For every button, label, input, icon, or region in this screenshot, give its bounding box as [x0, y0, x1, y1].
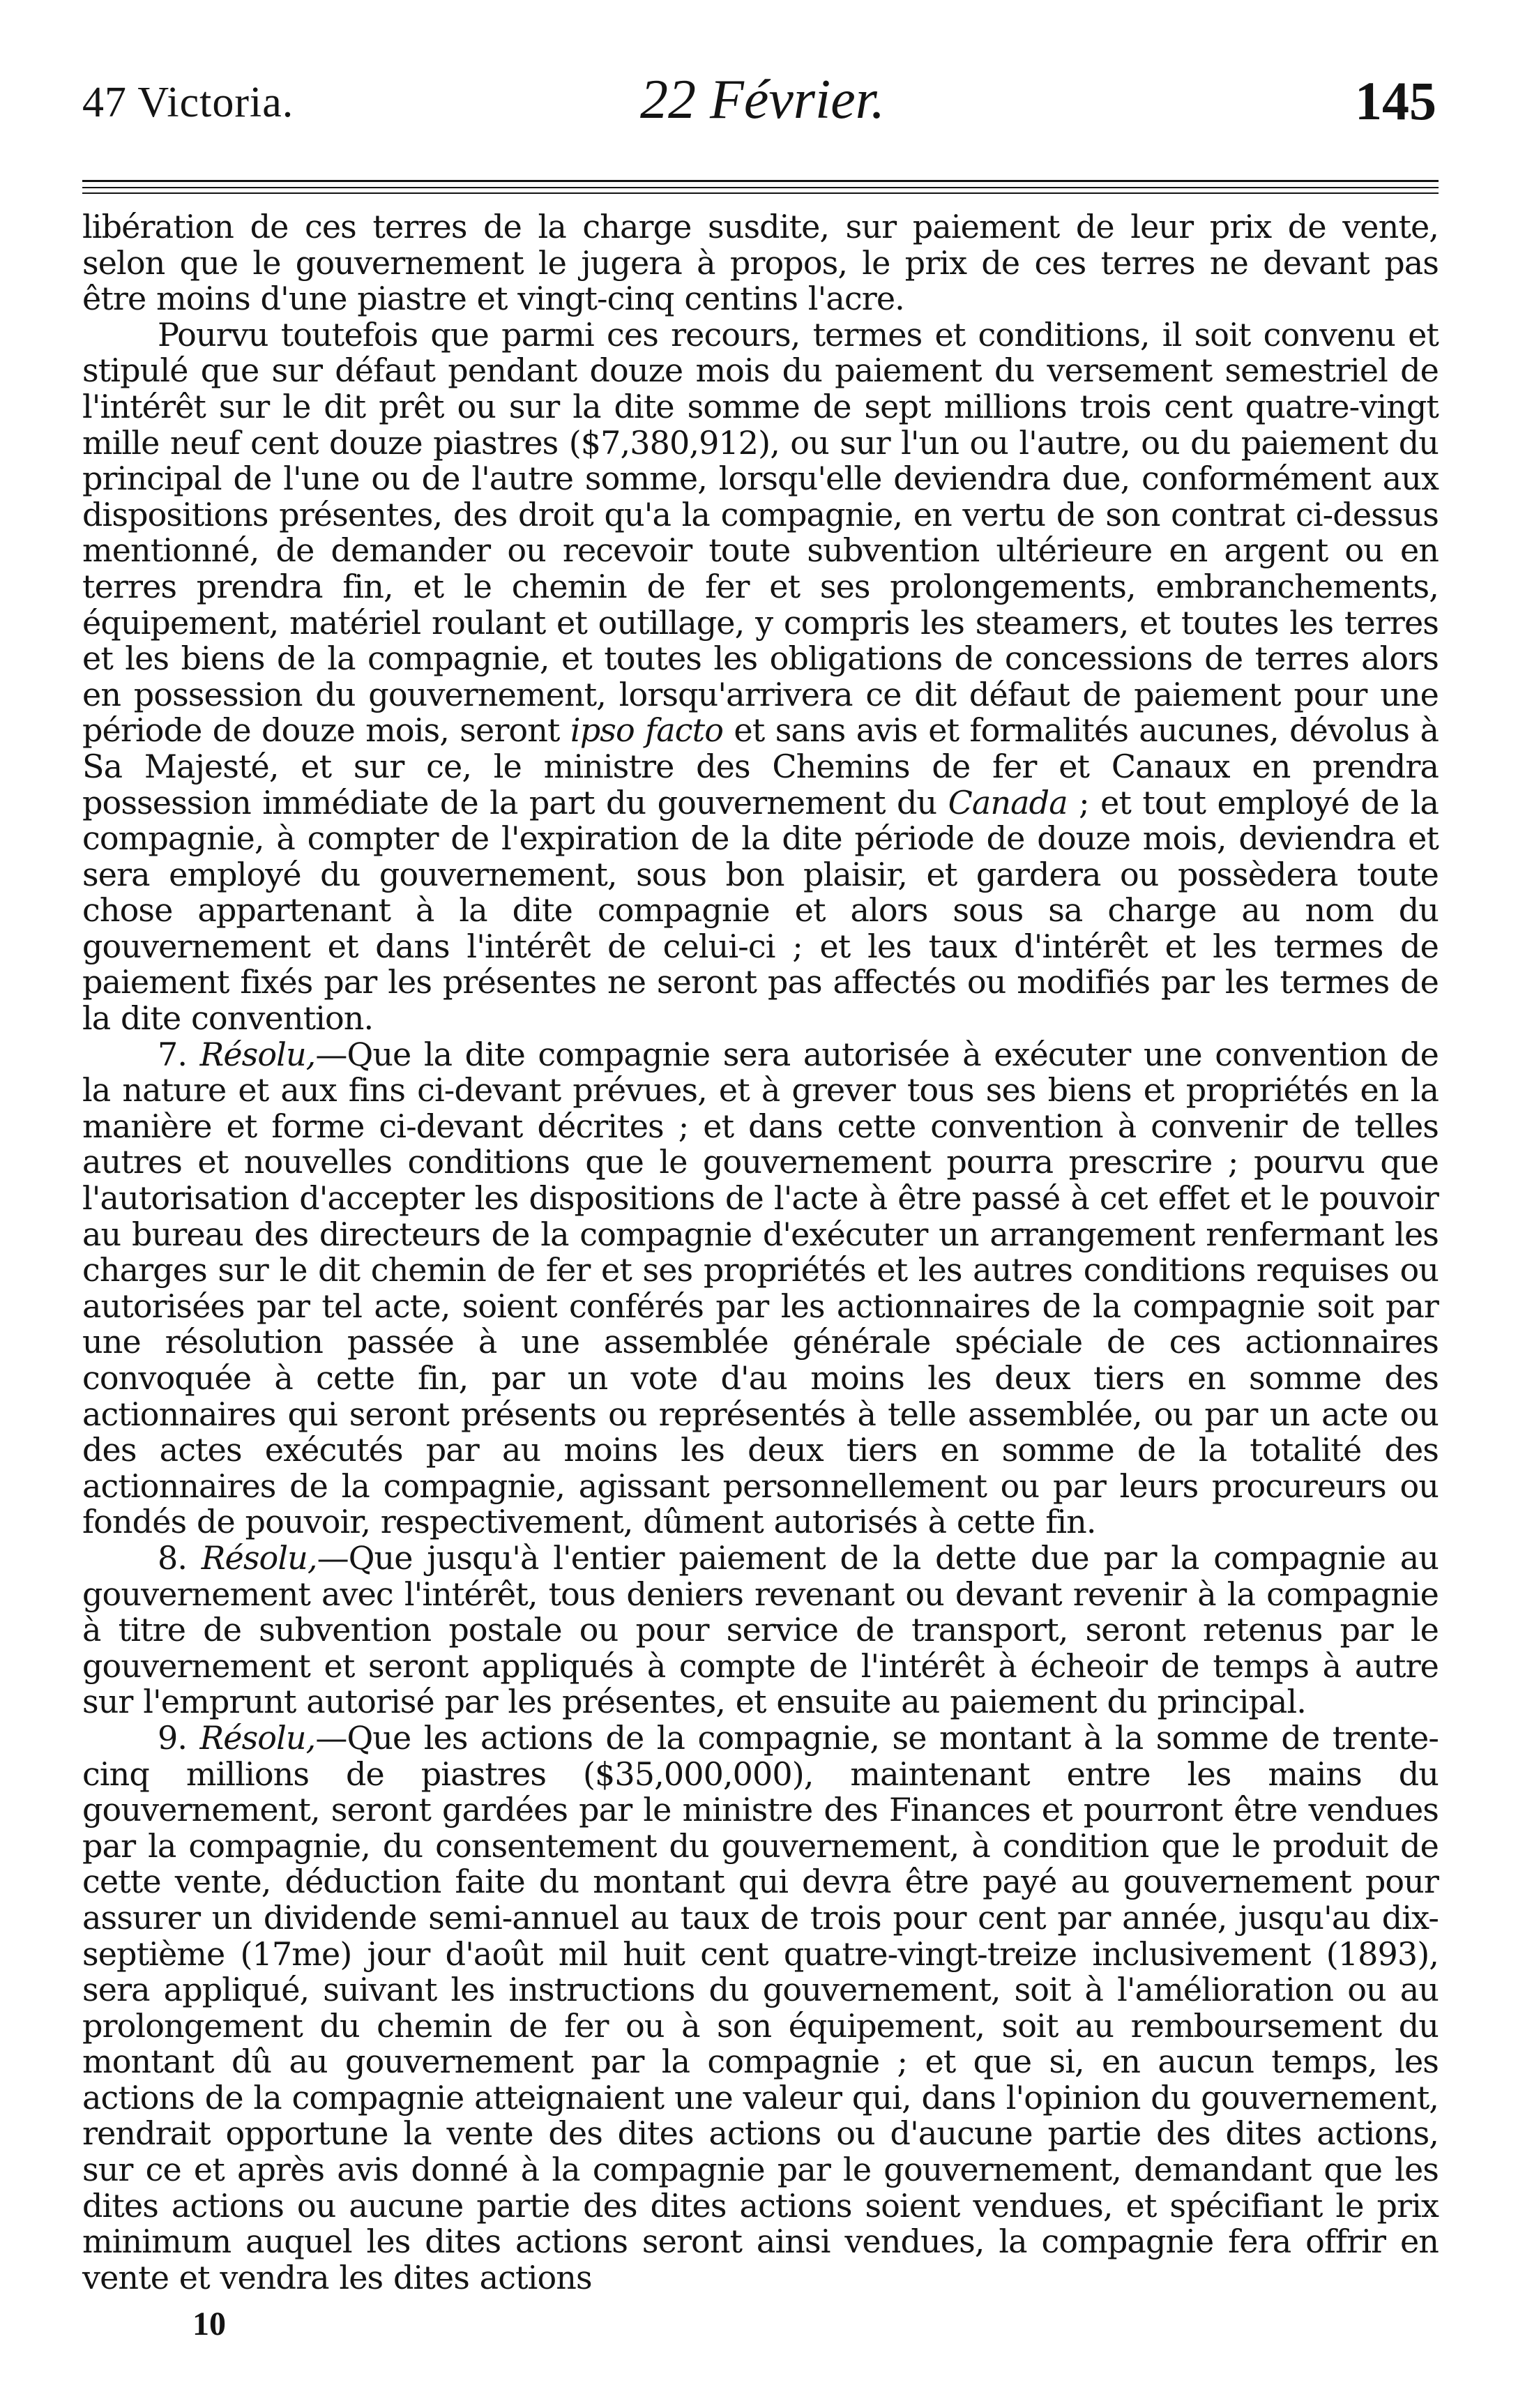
paragraph-text: —Que jusqu'à l'entier paiement de la dette due par la compagnie au gouvernement avec l'intérêt, tous deniers revenant ou devant revenir à la compagnie à titre de subvention postale ou pour service de transport, seront retenus par le gouvernement et seront appliqués à compte de l'intérêt à écheoir de temps à autre sur l'emprunt autorisé par les présentes, et ensuite au paiement du principal.: [82, 1538, 1439, 1721]
page-header: [0, 0, 1525, 174]
italic-term: Canada: [948, 783, 1068, 821]
header-rule: [82, 192, 1439, 194]
resolution-keyword: Résolu,: [199, 1718, 316, 1757]
resolution-number: 8.: [158, 1538, 188, 1577]
body-text: [82, 209, 1439, 2296]
paragraph-proviso: [82, 317, 1439, 1037]
paragraph-text: libération de ces terres de la charge susdite, sur paiement de leur prix de vente, selon que le gouvernement le jugera à propos, le prix de ces terres ne devant pas être moins d'une piastre et vingt-cinq centins l'acre.: [82, 208, 1439, 318]
running-head-date: 22 Février.: [639, 69, 885, 130]
paragraph-text: Pourvu toutefois que parmi ces recours, termes et conditions, il soit convenu et stipulé que sur défaut pendant douze mois du paiement du versement semestriel de l'intérêt sur le dit prêt ou sur la dite somme de sept millions trois cent quatre-vingt mille neuf cent douze piastres ($7,380,912), ou sur l'un ou l'autre, ou du paiement du principal de l'une ou de l'autre somme, lorsqu'elle deviendra due, conformément aux dispositions présentes, des droit qu'a la compagnie, en vertu de son contrat ci-dessus mentionné, de demander ou recevoir toute subvention ultérieure en argent ou en terres prendra fin, et le chemin de fer et ses prolongements, embranchements, équipement, matériel roulant et outillage, y compris les steamers, et toutes les terres et les biens de la compagnie, et toutes les obligations de concessions de terres alors en possession du gouvernement, lorsqu'arrivera ce dit défaut de paiement pour une période de douze mois, seront: [82, 315, 1439, 750]
paragraph-text: —Que les actions de la compagnie, se montant à la somme de trente-cinq millions de piastres ($35,000,000), maintenant entre les mains du gouvernement, seront gardées par le ministre des Finances et pourront être vendues par la compagnie, du consentement du gouvernement, à condition que le produit de cette vente, déduction faite du montant qui devra être payé au gouvernement pour assurer un dividende semi-annuel au taux de trois pour cent par année, jusqu'au dix-septième (17me) jour d'août mil huit cent quatre-vingt-treize inclusivement (1893), sera appliqué, suivant les instructions du gouvernement, soit à l'amélioration ou au prolongement du chemin de fer ou à son équipement, soit au remboursement du montant dû au gouvernement par la compagnie ; et que si, en aucun temps, les actions de la compagnie atteignaient une valeur qui, dans l'opinion du gouvernement, rendrait opportune la vente des dites actions ou d'aucune partie des dites actions, sur ce et après avis donné à la compagnie par le gouvernement, demandant que les dites actions ou aucune partie des dites actions soient vendues, et spécifiant le prix minimum auquel les dites actions seront ainsi vendues, la compagnie fera offrir en vente et vendra les dites actions: [82, 1718, 1439, 2296]
signature-mark: 10: [192, 2305, 226, 2342]
paragraph-text: ; et tout employé de la compagnie, à compter de l'expiration de la dite période de douze mois, deviendra et sera employé du gouvernement, sous bon plaisir, et gardera ou possèdera toute chose appartenant à la dite compagnie et alors sous sa charge au nom du gouvernement et dans l'intérêt de celui-ci ; et les taux d'intérêt et les termes de paiement fixés par les présentes ne seront pas affectés ou modifiés par les termes de la dite convention.: [82, 783, 1439, 1038]
resolution-number: 9.: [158, 1718, 188, 1757]
resolution-8: [82, 1540, 1439, 1720]
page-number: 145: [1355, 70, 1436, 131]
paragraph-continuation: [82, 209, 1439, 317]
header-rule: [82, 187, 1439, 188]
resolution-keyword: Résolu,: [201, 1538, 317, 1577]
resolution-number: 7.: [158, 1035, 188, 1073]
header-rule: [82, 180, 1439, 182]
running-head-left: 47 Victoria.: [82, 79, 294, 126]
italic-term: ipso facto: [570, 711, 724, 750]
resolution-7: [82, 1037, 1439, 1540]
paragraph-text: et sans avis et formalités aucunes, dévolus à Sa Majesté, et sur ce, le ministre des Chemins de fer et Canaux en prendra possession immédiate de la part du gouvernement du: [82, 711, 1439, 821]
resolution-9: [82, 1720, 1439, 2296]
resolution-keyword: Résolu,: [199, 1035, 316, 1073]
paragraph-text: —Que la dite compagnie sera autorisée à exécuter une convention de la nature et aux fins ci-devant prévues, et à grever tous ses biens et propriétés en la manière et forme ci-devant décrites ; et dans cette convention à convenir de telles autres et nouvelles conditions que le gouvernement pourra prescrire ; pourvu que l'autorisation d'accepter les dispositions de l'acte à être passé à cet effet et le pouvoir au bureau des directeurs de la compagnie d'exécuter un arrangement renfermant les charges sur le dit chemin de fer et ses propriétés et les autres conditions requises ou autorisées par tel acte, soient conférés par les actionnaires de la compagnie soit par une résolution passée à une assemblée générale spéciale de ces actionnaires convoquée à cette fin, par un vote d'au moins les deux tiers en somme des actionnaires qui seront présents ou représentés à telle assemblée, ou par un acte ou des actes exécutés par au moins les deux tiers en somme de la totalité des actionnaires de la compagnie, agissant personnellement ou par leurs procureurs ou fondés de pouvoir, respectivement, dûment autorisés à cette fin.: [82, 1035, 1439, 1541]
